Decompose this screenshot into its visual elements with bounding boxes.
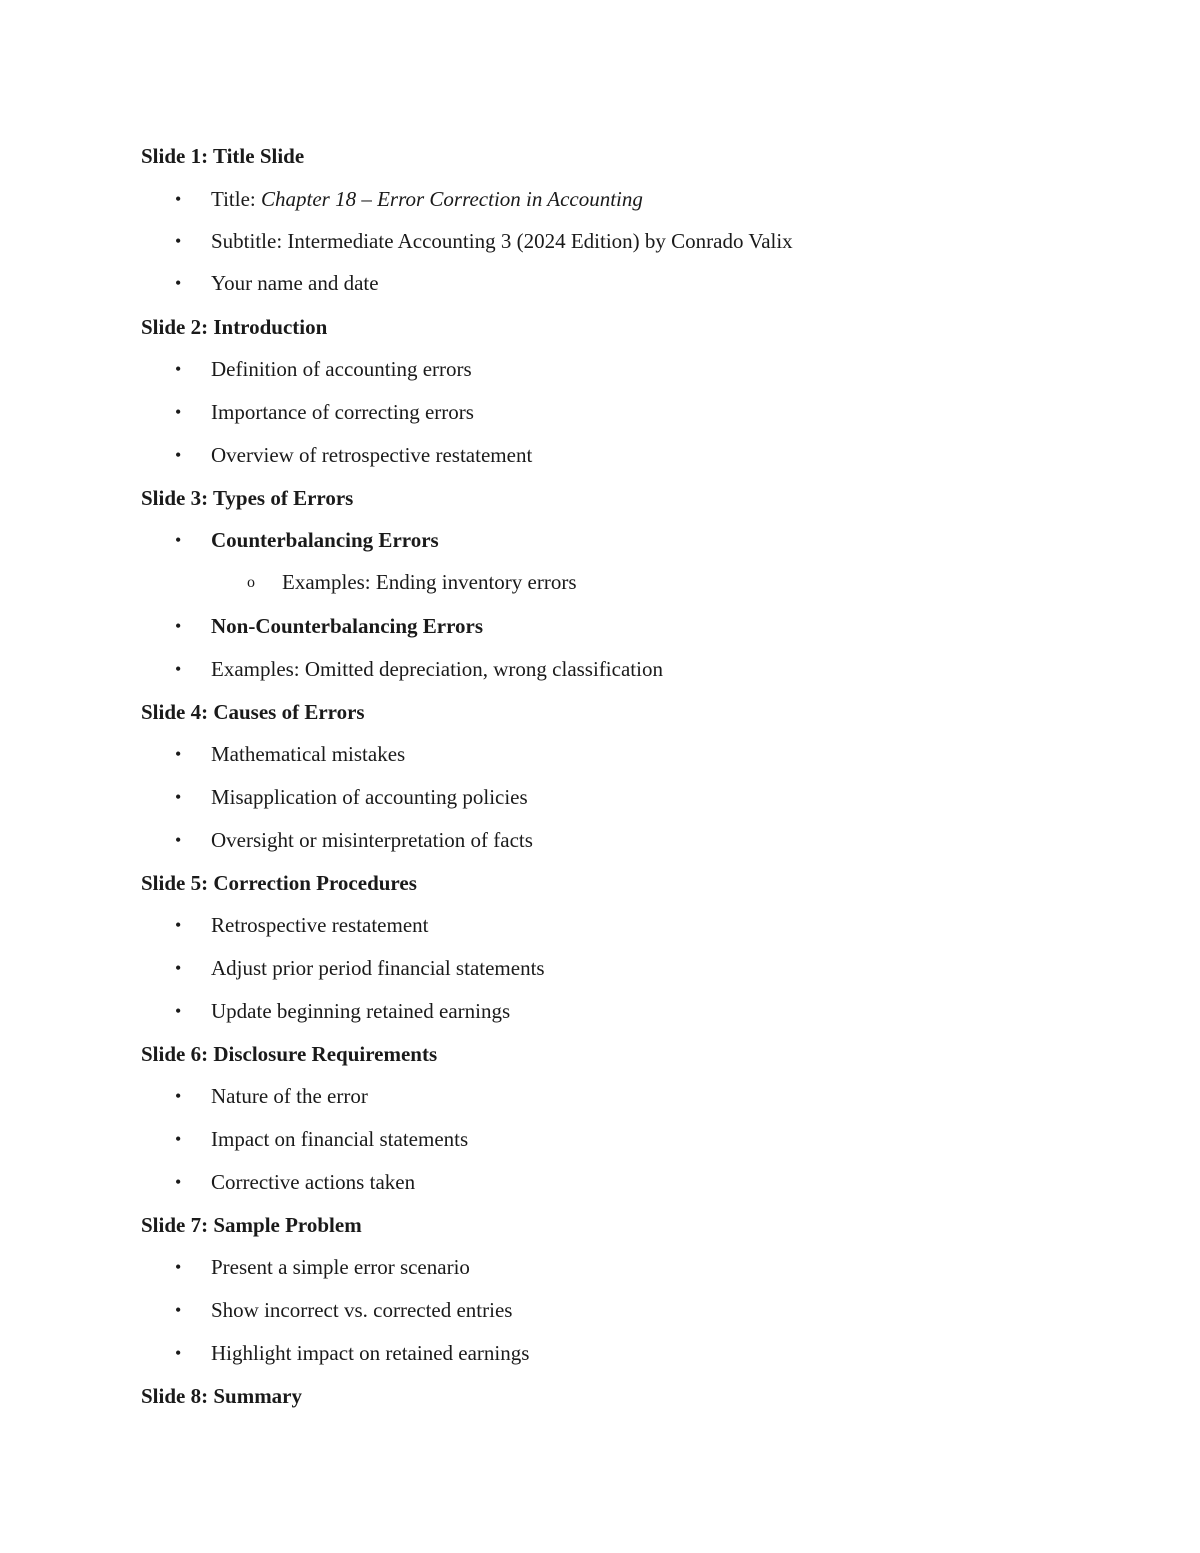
list-item: Corrective actions taken [211,1170,416,1194]
bullet-icon: • [175,1300,182,1320]
list-item: Misapplication of accounting policies [211,785,528,809]
list-item: Nature of the error [211,1084,368,1108]
section-heading: Slide 2: Introduction [141,315,328,339]
bullet-icon: • [175,744,182,764]
list-item: Impact on financial statements [211,1127,469,1151]
list-item: Retrospective restatement [211,913,429,937]
list-item: Importance of correcting errors [211,400,474,424]
bullet-icon: • [175,189,182,209]
list-item: Oversight or misinterpretation of facts [211,828,533,852]
section-heading: Slide 3: Types of Errors [141,486,354,510]
section-heading: Slide 5: Correction Procedures [141,871,417,895]
list-item: Show incorrect vs. corrected entries [211,1298,513,1322]
list-item: Subtitle: Intermediate Accounting 3 (2024 Edition) by Conrado Valix [211,229,793,253]
bullet-icon: • [175,830,182,850]
item-prefix: Title: [211,187,261,211]
list-item: Definition of accounting errors [211,357,472,381]
bullet-icon: • [175,530,182,550]
list-item [211,186,643,212]
bullet-icon: • [175,273,182,293]
section-heading: Slide 8: Summary [141,1384,303,1408]
list-item: Overview of retrospective restatement [211,443,533,467]
bullet-icon: • [175,1001,182,1021]
bullet-icon: • [175,787,182,807]
list-item: Non-Counterbalancing Errors [211,614,484,638]
section-heading: Slide 4: Causes of Errors [141,700,365,724]
bullet-icon: • [175,445,182,465]
bullet-icon: • [175,1172,182,1192]
list-item: Present a simple error scenario [211,1255,470,1279]
sub-list-item: Examples: Ending inventory errors [282,570,577,594]
list-item: Adjust prior period financial statements [211,956,545,980]
section-heading: Slide 6: Disclosure Requirements [141,1042,438,1066]
bullet-icon: • [175,402,182,422]
list-item: Counterbalancing Errors [211,528,439,552]
bullet-icon: • [175,231,182,251]
list-item: Update beginning retained earnings [211,999,511,1023]
bullet-icon: • [175,616,182,636]
list-item: Highlight impact on retained earnings [211,1341,530,1365]
section-heading: Slide 1: Title Slide [141,144,305,168]
item-emphasis: Chapter 18 – Error Correction in Accounting [261,187,643,211]
list-item: Examples: Omitted depreciation, wrong classification [211,657,663,681]
bullet-icon: • [175,915,182,935]
section-heading: Slide 7: Sample Problem [141,1213,362,1237]
bullet-icon: • [175,1129,182,1149]
bullet-icon: • [175,1343,182,1363]
list-item: Mathematical mistakes [211,742,406,766]
list-item: Your name and date [211,271,379,295]
bullet-icon: • [175,659,182,679]
bullet-icon: • [175,958,182,978]
sub-bullet-icon: o [247,574,255,591]
bullet-icon: • [175,1257,182,1277]
bullet-icon: • [175,359,182,379]
bullet-icon: • [175,1086,182,1106]
